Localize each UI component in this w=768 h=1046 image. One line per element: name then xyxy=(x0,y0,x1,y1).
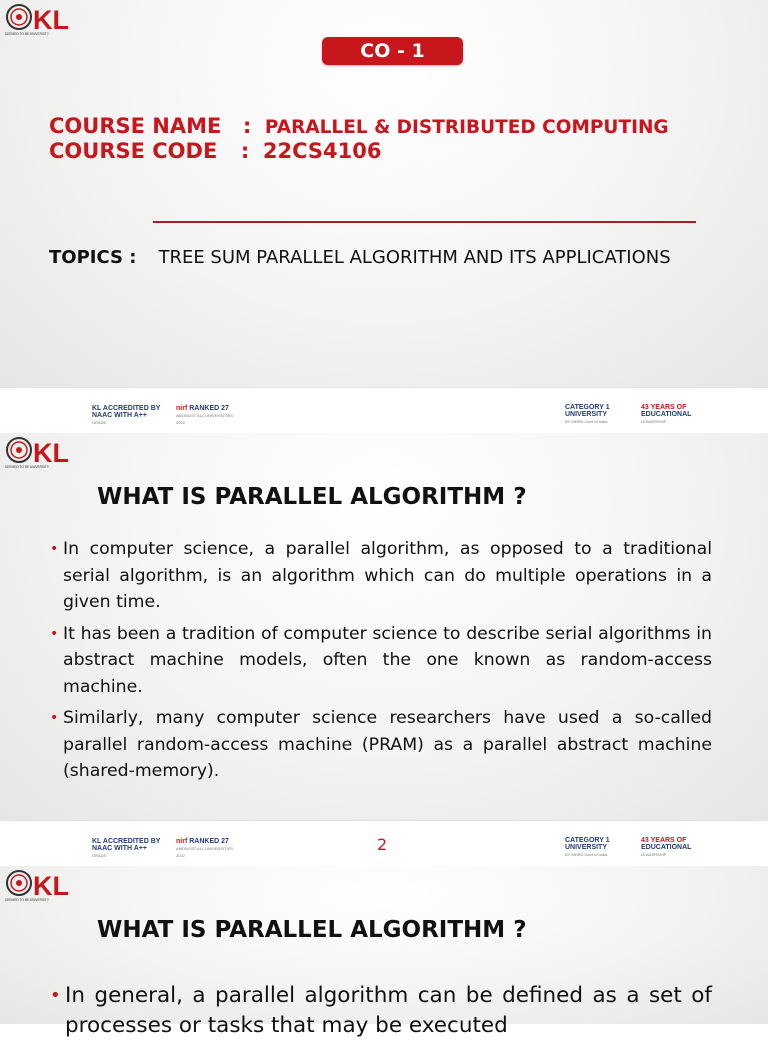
bullet-item: • Similarly, many computer science researchers have used a so-called parallel random-access machine (PRAM) as a parallel abstract machine (shared-memory). xyxy=(50,705,712,785)
course-code-line xyxy=(49,139,381,163)
logo-subtext: DEEMED TO BE UNIVERSITY xyxy=(5,898,49,902)
page-number: 2 xyxy=(377,835,388,854)
course-name-line xyxy=(49,114,669,138)
course-name-key: COURSE NAME xyxy=(49,114,222,138)
course-code-separator: : xyxy=(240,139,250,163)
kl-university-logo xyxy=(4,435,84,469)
kl-university-logo xyxy=(4,2,84,36)
years-badge: 43 YEARS OF EDUCATIONAL LEADERSHIP xyxy=(641,404,692,424)
slide-footer xyxy=(0,820,768,867)
title-slide xyxy=(0,0,768,387)
naac-badge: KL ACCREDITED BY NAAC WITH A++ GRADE xyxy=(92,838,161,858)
bullet-list xyxy=(50,536,712,790)
logo-subtext: DEEMED TO BE UNIVERSITY xyxy=(5,465,49,469)
course-code-value: 22CS4106 xyxy=(262,139,382,163)
years-badge: 43 YEARS OF EDUCATIONAL LEADERSHIP xyxy=(641,837,692,857)
co-label: CO - 1 xyxy=(322,37,463,65)
topics-line xyxy=(49,247,671,268)
slide-heading: WHAT IS PARALLEL ALGORITHM ? xyxy=(97,917,527,943)
kl-university-logo xyxy=(4,868,84,902)
nirf-badge: nirf RANKED 27 AMONGST ALL UNIVERSITIES 2022 xyxy=(176,838,233,858)
course-name-value: PARALLEL & DISTRIBUTED COMPUTING xyxy=(264,117,669,138)
category-badge: CATEGORY 1 UNIVERSITY BY MHRD-Govt of India xyxy=(565,404,610,424)
bullet-item: • In computer science, a parallel algorithm, as opposed to a traditional serial algorithm, is an algorithm which can do multiple operations in a given time. xyxy=(50,536,712,616)
slide-footer xyxy=(0,387,768,434)
bullet-item: • In general, a parallel algorithm can be defined as a set of processes or tasks that may be executed xyxy=(50,983,712,1038)
logo-text: KL xyxy=(33,5,69,35)
course-name-separator: : xyxy=(242,114,252,138)
bullet-icon: • xyxy=(50,985,61,1006)
bullet-list xyxy=(50,981,712,1046)
logo-text: KL xyxy=(33,871,69,901)
title-divider xyxy=(153,221,696,223)
bullet-icon: • xyxy=(50,541,59,557)
naac-badge: KL ACCREDITED BY NAAC WITH A++ GRADE xyxy=(92,405,161,425)
category-badge: CATEGORY 1 UNIVERSITY BY MHRD-Govt of India xyxy=(565,837,610,857)
bullet-icon: • xyxy=(50,710,59,726)
course-code-key: COURSE CODE xyxy=(49,139,218,163)
content-slide xyxy=(0,433,768,820)
nirf-badge: nirf RANKED 27 AMONGST ALL UNIVERSITIES 2022 xyxy=(176,405,233,425)
slide-heading: WHAT IS PARALLEL ALGORITHM ? xyxy=(97,484,527,510)
bullet-icon: • xyxy=(50,625,59,642)
bullet-item: • It has been a tradition of computer science to describe serial algorithms in abstract machine models, often the one known as random-access machine. xyxy=(50,621,712,701)
content-slide-partial xyxy=(0,866,768,1038)
logo-text: KL xyxy=(33,438,69,468)
logo-subtext: DEEMED TO BE UNIVERSITY xyxy=(5,32,49,36)
topics-value: TREE SUM PARALLEL ALGORITHM AND ITS APPLICATIONS xyxy=(158,247,671,268)
topics-key: TOPICS : xyxy=(49,247,137,268)
